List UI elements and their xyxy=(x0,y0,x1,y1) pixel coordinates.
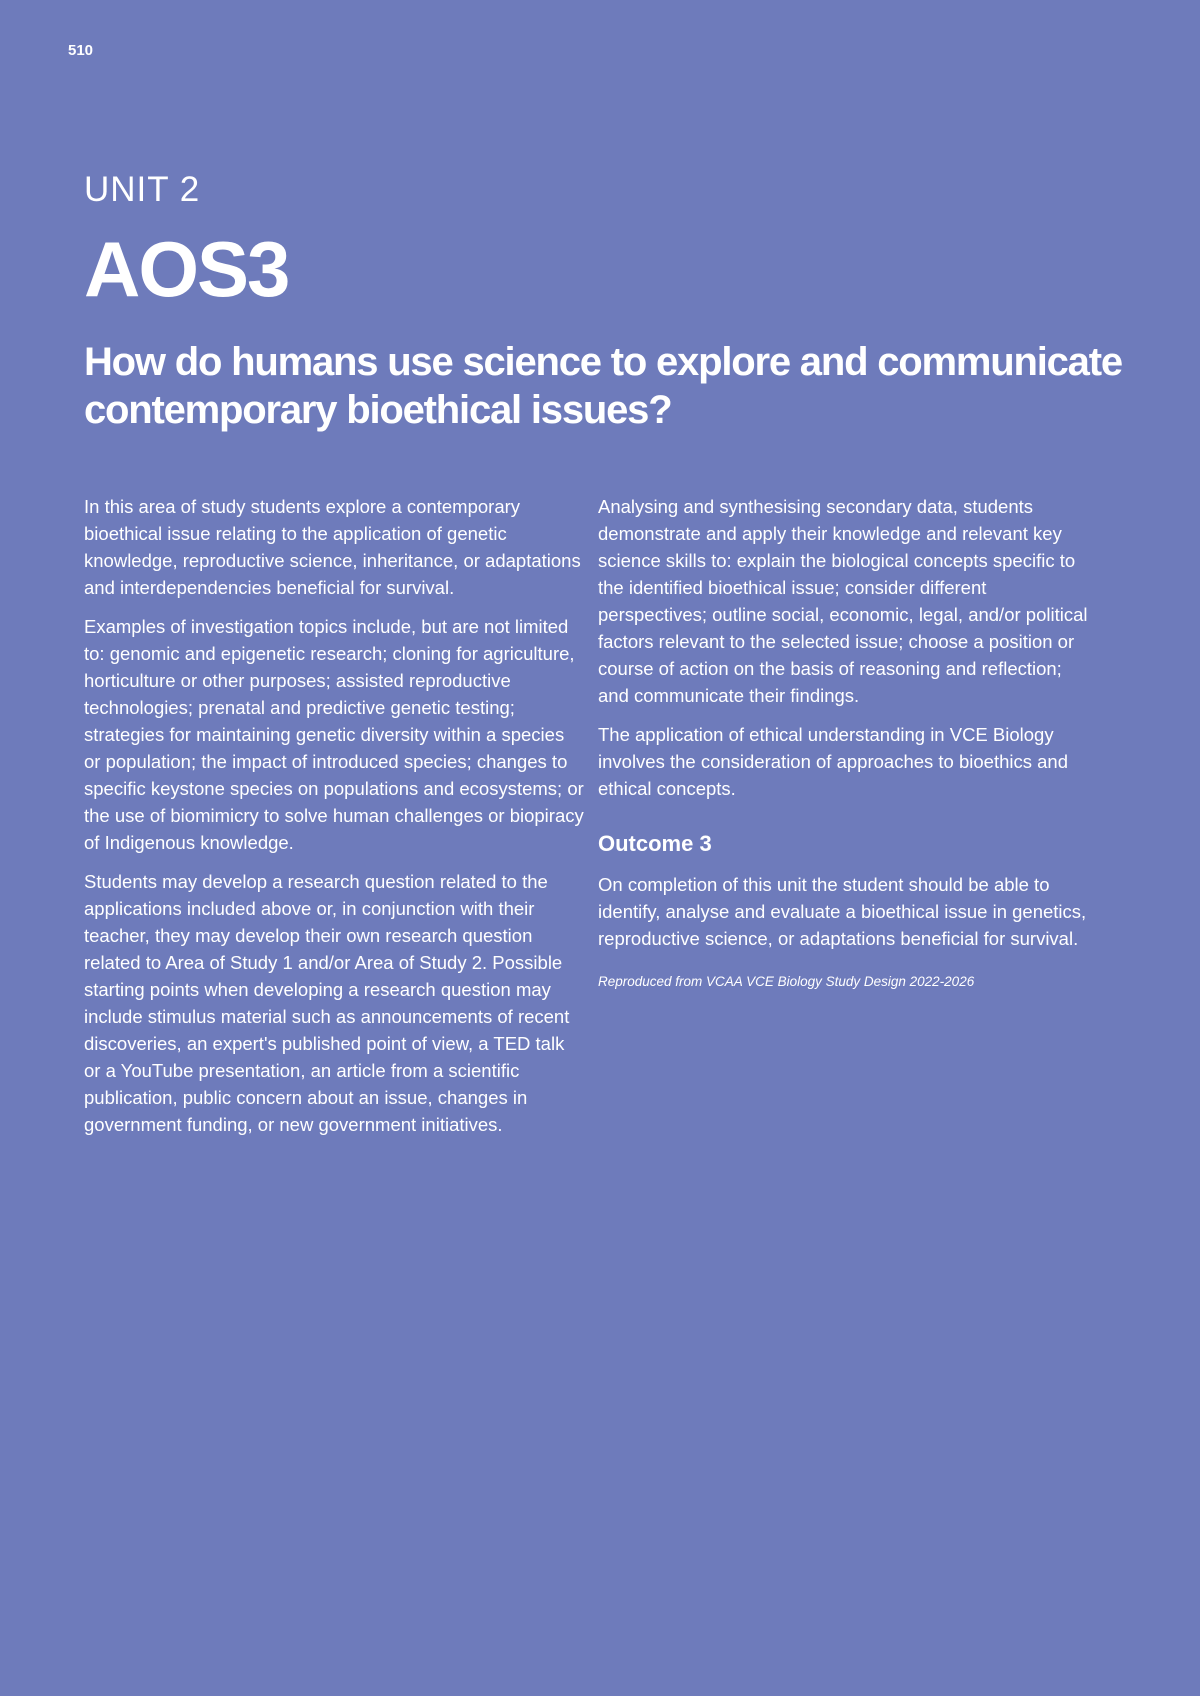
outcome-text: On completion of this unit the student should be able to identify, analyse and evaluate a bioethical issue in genetics, reproductive science, or adaptations beneficial for survival. xyxy=(598,874,1087,949)
unit-label: UNIT 2 xyxy=(84,170,201,209)
intro-paragraph: In this area of study students explore a contemporary bioethical issue relating to the application of genetic knowledge, reproductive science, inheritance, or adaptations and interdependencies beneficial for survival. xyxy=(84,496,581,598)
page-number: 510 xyxy=(68,42,94,59)
examples-paragraph: Examples of investigation topics include, but are not limited to: genomic and epigenetic research; cloning for agriculture, horticulture or other purposes; assisted reproductive technologies; prenatal and predictive genetic testing; strategies for maintaining genetic diversity within a species or population; the impact of introduced species; changes to specific keystone species on populations and ecosystems; or the use of biomimicry to solve human challenges or biopiracy of Indigenous knowledge. xyxy=(84,616,584,853)
source-note: Reproduced from VCAA VCE Biology Study Design 2022-2026 xyxy=(598,974,975,989)
key-question-heading: How do humans use science to explore and communicate contemporary bioethical issues? xyxy=(84,340,1122,432)
research-question-paragraph: Students may develop a research question related to the applications included above or, in conjunction with their teacher, they may develop their own research question related to Area of Study 1 and/or Area of Study 2. Possible starting points when developing a research question may include stimulus material such as announcements of recent discoveries, an expert's published point of view, a TED talk or a YouTube presentation, an article from a scientific publication, public concern about an issue, changes in government funding, or new government initiatives. xyxy=(84,871,570,1135)
outcome-heading: Outcome 3 xyxy=(598,831,712,856)
left-column xyxy=(84,493,584,1150)
right-column xyxy=(598,493,1088,1007)
analysis-paragraph: Analysing and synthesising secondary data, students demonstrate and apply their knowledge and relevant key science skills to: explain the biological concepts specific to the identified bioethical issue; consider different perspectives; outline social, economic, legal, and/or political factors relevant to the selected issue; choose a position or course of action on the basis of reasoning and reflection; and communicate their findings. xyxy=(598,496,1088,706)
ethics-paragraph: The application of ethical understanding in VCE Biology involves the consideration of approaches to bioethics and ethical concepts. xyxy=(598,724,1068,799)
area-of-study-title: AOS3 xyxy=(84,225,289,313)
